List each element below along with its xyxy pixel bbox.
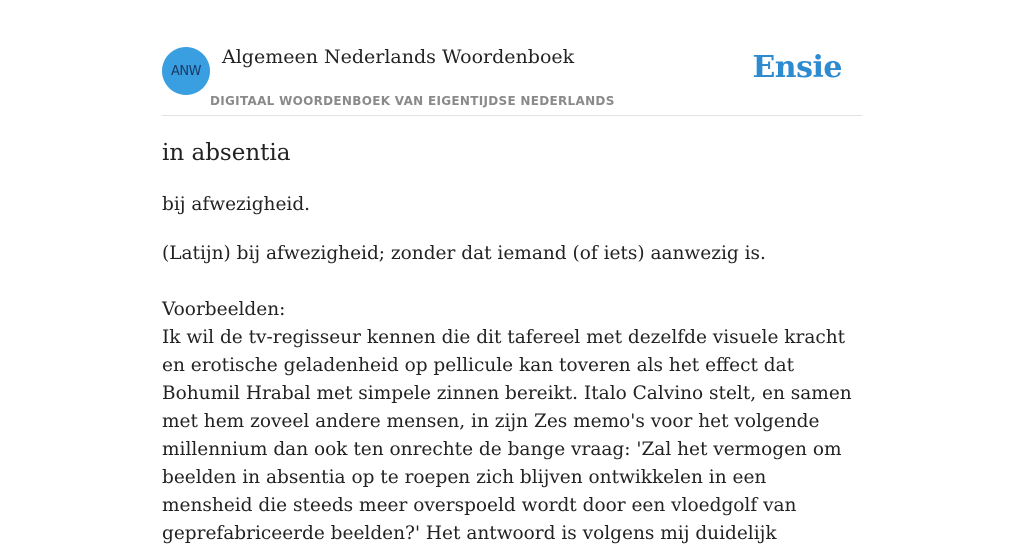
spacer xyxy=(162,268,862,296)
anw-logo-label: ANW xyxy=(171,63,201,79)
source-header xyxy=(162,0,862,116)
anw-logo[interactable] xyxy=(162,47,210,95)
page xyxy=(162,0,862,544)
source-subtitle: DIGITAAL WOORDENBOEK VAN EIGENTIJDSE NEDERLANDS xyxy=(210,94,615,108)
ensie-logo[interactable]: Ensie xyxy=(752,50,842,85)
short-definition: bij afwezigheid. xyxy=(162,194,311,215)
examples-heading: Voorbeelden: xyxy=(162,299,286,320)
source-title[interactable]: Algemeen Nederlands Woordenboek xyxy=(222,46,575,68)
entry-term: in absentia xyxy=(162,140,291,166)
example-text: Ik wil de tv-regisseur kennen die dit tafereel met dezelfde visuele kracht en erotische geladenheid op pellicule kan toveren als het effect dat Bohumil Hrabal met simpele zinnen bereikt. Italo Calvino stelt, en samen met hem zoveel andere mensen, in zijn Zes memo's voor het volgende millennium dan ook ten onrechte de bange vraag: 'Zal het vermogen om beelden in absentia op te roepen zich blijven ontwikkelen in een mensheid die steeds meer overspoeld wordt door een vloedgolf van geprefabriceerde beelden?' Het antwoord is volgens mij duidelijk xyxy=(162,327,852,544)
full-definition: (Latijn) bij afwezigheid; zonder dat iemand (of iets) aanwezig is. xyxy=(162,243,766,264)
entry-content xyxy=(162,240,862,548)
